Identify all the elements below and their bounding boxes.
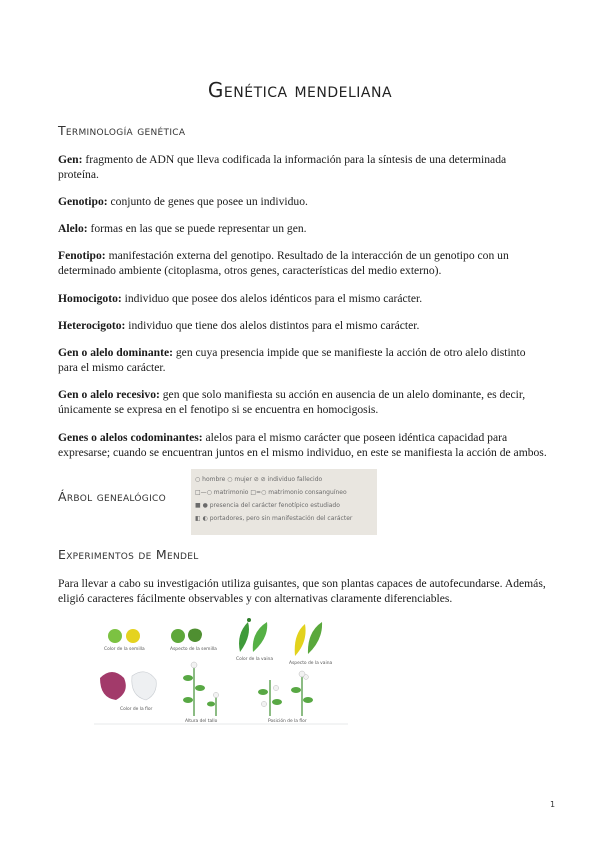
pea-seed-shape-icon <box>171 629 202 644</box>
definition-alelo <box>58 221 548 236</box>
pea-seed-color-icon <box>108 629 140 643</box>
definition-text: gen que solo manifiesta su acción en ausencia de un alelo dominante, es decir, únicamente se expresa en el fenotipo si se encuentra en homocigosis. <box>58 388 526 416</box>
experiments-paragraph: Para llevar a cabo su investigación utiliza guisantes, que son plantas capaces de autofecundarse. Además, eligió caracteres fácilmente observables y con alternativas claramente diferenciables. <box>58 577 546 605</box>
definition-term: Gen o alelo dominante: <box>58 346 173 359</box>
definition-term: Genotipo: <box>58 195 108 208</box>
definition-fenotipo <box>58 248 548 278</box>
label-stem-height: Altura del tallo <box>185 719 218 724</box>
label-flower-color: Color de la flor <box>120 707 153 712</box>
definition-genotipo <box>58 194 548 209</box>
definition-text: alelos para el mismo carácter que poseen idéntica capacidad para expresarse; cuando se encuentran juntos en el mismo individuo, en este se manifiesta la acción de ambos. <box>58 431 547 459</box>
pea-stem-height-icon <box>183 662 219 716</box>
definition-gen <box>58 152 548 182</box>
definition-text: conjunto de genes que posee un individuo. <box>107 195 308 208</box>
mendel-pea-traits-image <box>90 616 360 730</box>
section-heading-terminology: Terminología genética <box>58 123 186 138</box>
pea-pod-shape-icon <box>295 622 322 656</box>
pea-flower-color-icon <box>100 672 156 700</box>
pedigree-legend-image <box>191 469 377 535</box>
section-heading-pedigree: Árbol genealógico <box>58 489 167 504</box>
label-pod-shape: Aspecto de la vaina <box>289 661 333 666</box>
legend-row: ■ ● presencia del carácter fenotípico estudiado <box>195 502 340 509</box>
label-flower-position: Posición de la flor <box>268 719 307 724</box>
definition-text: formas en las que se puede representar un gen. <box>87 222 307 235</box>
definition-dominante <box>58 345 548 375</box>
legend-row: ◧ ◐ portadores, pero sin manifestación del carácter <box>195 515 353 522</box>
pea-flower-position-icon <box>258 671 313 716</box>
definition-term: Genes o alelos codominantes: <box>58 431 203 444</box>
definition-text: individuo que posee dos alelos idénticos para el mismo carácter. <box>121 292 423 305</box>
definition-text: manifestación externa del genotipo. Resultado de la interacción de un genotipo con un determinado ambiente (citoplasma, otros genes, características del medio externo). <box>58 249 509 277</box>
legend-row: □—○ matrimonio □=○ matrimonio consanguíneo <box>195 489 347 496</box>
definition-term: Gen o alelo recesivo: <box>58 388 160 401</box>
definition-term: Alelo: <box>58 222 88 235</box>
definition-text: individuo que tiene dos alelos distintos para el mismo carácter. <box>125 319 420 332</box>
section-heading-experiments: Experimentos de Mendel <box>58 547 199 562</box>
definition-recesivo <box>58 387 548 417</box>
definition-term: Fenotipo: <box>58 249 106 262</box>
definition-heterocigoto <box>58 318 548 333</box>
page-title: Genética mendeliana <box>207 78 393 102</box>
definition-term: Gen: <box>58 153 83 166</box>
definition-term: Homocigoto: <box>58 292 122 305</box>
label-pod-color: Color de la vaina <box>236 657 274 662</box>
definition-text: fragmento de ADN que lleva codificada la información para la síntesis de una determinada proteína. <box>58 153 507 181</box>
page-number: 1 <box>550 800 556 809</box>
pea-pod-color-icon <box>239 618 267 652</box>
definition-codominantes <box>58 430 548 460</box>
label-seed-shape: Aspecto de la semilla <box>170 647 217 652</box>
legend-row: ○ hombre ○ mujer ⊘ ⊘ individuo fallecido <box>195 476 323 483</box>
definition-text: gen cuya presencia impide que se manifieste la acción de otro alelo distinto para el mismo carácter. <box>58 346 526 374</box>
definition-homocigoto <box>58 291 548 306</box>
definition-term: Heterocigoto: <box>58 319 126 332</box>
label-seed-color: Color de la semilla <box>104 647 145 652</box>
